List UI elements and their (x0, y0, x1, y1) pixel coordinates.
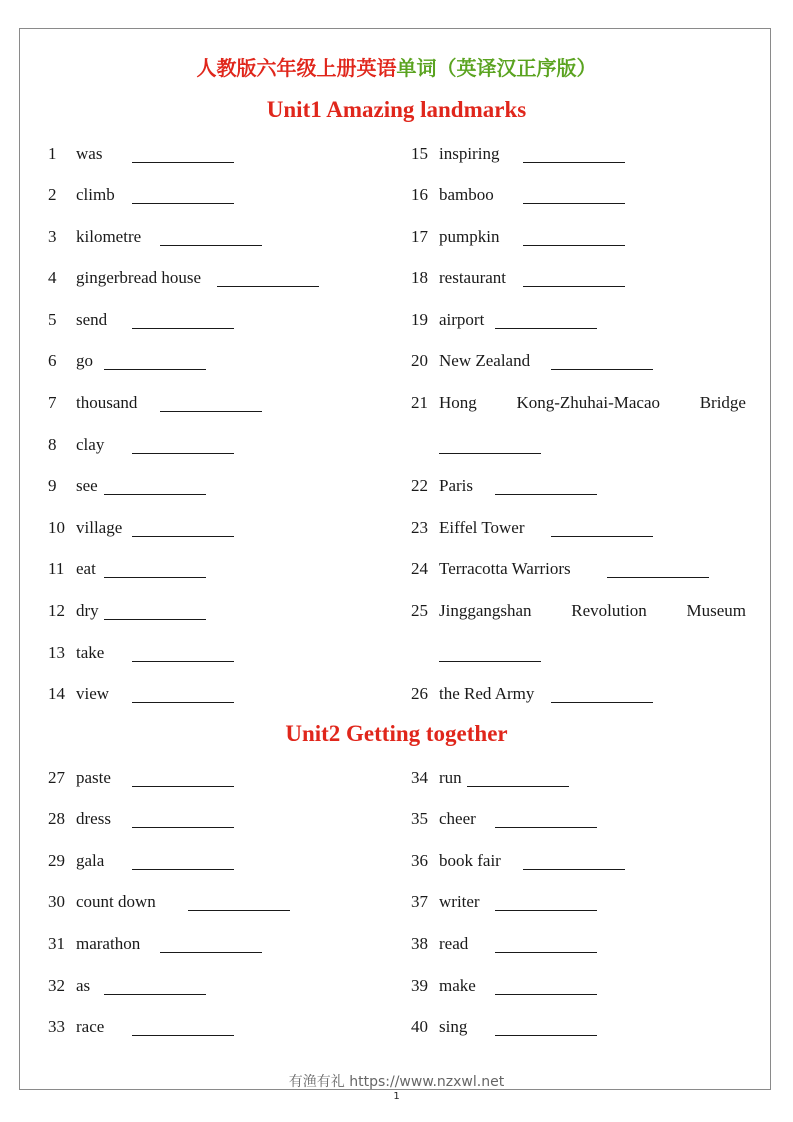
vocab-word: see (76, 476, 98, 495)
item-number: 34 (411, 768, 428, 787)
item-number: 12 (48, 601, 65, 620)
answer-blank[interactable] (132, 661, 234, 662)
item-number: 31 (48, 934, 65, 953)
vocab-word: eat (76, 559, 96, 578)
answer-blank[interactable] (217, 286, 319, 287)
answer-blank[interactable] (495, 1035, 597, 1036)
answer-blank[interactable] (439, 661, 541, 662)
vocab-word: take (76, 643, 105, 662)
page-number: 1 (393, 1091, 400, 1102)
vocab-word: restaurant (439, 268, 507, 287)
item-number: 27 (48, 768, 65, 787)
vocab-word-part: Bridge (699, 393, 746, 412)
answer-blank[interactable] (104, 577, 206, 578)
answer-blank[interactable] (439, 453, 541, 454)
item-number: 3 (48, 227, 57, 246)
item-number: 24 (411, 559, 428, 578)
vocab-word: kilometre (76, 227, 142, 246)
item-number: 33 (48, 1017, 65, 1036)
vocab-word: go (76, 351, 93, 370)
answer-blank[interactable] (160, 245, 262, 246)
item-number: 26 (411, 684, 428, 703)
vocab-word: run (439, 768, 462, 787)
unit2-heading: Unit2 Getting together (285, 721, 508, 746)
item-number: 13 (48, 643, 65, 662)
item-number: 1 (48, 144, 57, 163)
vocab-word (439, 601, 746, 621)
item-number: 32 (48, 976, 65, 995)
item-number: 11 (48, 559, 65, 578)
answer-blank[interactable] (551, 702, 653, 703)
item-number: 7 (48, 393, 57, 412)
answer-blank[interactable] (132, 203, 234, 204)
answer-blank[interactable] (104, 994, 206, 995)
item-number: 8 (48, 435, 57, 454)
item-number: 10 (48, 518, 65, 537)
vocab-word: view (76, 684, 110, 703)
vocab-word: climb (76, 185, 115, 204)
vocab-word: dry (76, 601, 99, 620)
answer-blank[interactable] (495, 910, 597, 911)
title-part-1: 人教版六年级上册英语 (196, 56, 397, 80)
answer-blank[interactable] (495, 827, 597, 828)
item-number: 6 (48, 351, 57, 370)
item-number: 20 (411, 351, 428, 370)
vocab-word: New Zealand (439, 351, 531, 370)
answer-blank[interactable] (132, 786, 234, 787)
vocab-word: gingerbread house (76, 268, 202, 287)
vocab-word-part: Kong-Zhuhai-Macao (516, 393, 660, 412)
answer-blank[interactable] (188, 910, 290, 911)
vocab-word-part: Jinggangshan (439, 601, 532, 620)
answer-blank[interactable] (132, 1035, 234, 1036)
page-border (19, 28, 771, 1090)
answer-blank[interactable] (160, 411, 262, 412)
answer-blank[interactable] (104, 494, 206, 495)
item-number: 25 (411, 601, 428, 620)
answer-blank[interactable] (160, 952, 262, 953)
vocab-word: was (76, 144, 103, 163)
item-number: 23 (411, 518, 428, 537)
vocab-word: village (76, 518, 123, 537)
item-number: 37 (411, 892, 428, 911)
item-number: 28 (48, 809, 65, 828)
item-number: 16 (411, 185, 428, 204)
item-number: 2 (48, 185, 57, 204)
vocab-word-part: Hong (439, 393, 477, 412)
vocab-word: book fair (439, 851, 501, 870)
vocab-word: pumpkin (439, 227, 500, 246)
answer-blank[interactable] (132, 536, 234, 537)
vocab-word: gala (76, 851, 105, 870)
answer-blank[interactable] (495, 328, 597, 329)
answer-blank[interactable] (104, 619, 206, 620)
item-number: 38 (411, 934, 428, 953)
answer-blank[interactable] (551, 369, 653, 370)
answer-blank[interactable] (132, 702, 234, 703)
vocab-word: dress (76, 809, 111, 828)
item-number: 18 (411, 268, 428, 287)
item-number: 17 (411, 227, 428, 246)
item-number: 35 (411, 809, 428, 828)
item-number: 36 (411, 851, 428, 870)
vocab-word-part: Museum (686, 601, 746, 620)
vocab-word: marathon (76, 934, 141, 953)
answer-blank[interactable] (132, 162, 234, 163)
item-number: 4 (48, 268, 57, 287)
answer-blank[interactable] (523, 245, 625, 246)
vocab-word: read (439, 934, 469, 953)
item-number: 22 (411, 476, 428, 495)
vocab-word: paste (76, 768, 111, 787)
vocab-word: airport (439, 310, 485, 329)
answer-blank[interactable] (523, 162, 625, 163)
answer-blank[interactable] (523, 869, 625, 870)
item-number: 19 (411, 310, 428, 329)
vocab-word: cheer (439, 809, 476, 828)
item-number: 5 (48, 310, 57, 329)
vocab-word: Paris (439, 476, 473, 495)
answer-blank[interactable] (495, 494, 597, 495)
item-number: 21 (411, 393, 428, 412)
item-number: 15 (411, 144, 428, 163)
vocab-word: clay (76, 435, 105, 454)
vocab-word: sing (439, 1017, 468, 1036)
answer-blank[interactable] (495, 994, 597, 995)
vocab-word: thousand (76, 393, 138, 412)
answer-blank[interactable] (132, 453, 234, 454)
vocab-word: as (76, 976, 91, 995)
vocab-word: writer (439, 892, 480, 911)
page-title (0, 52, 793, 81)
item-number: 30 (48, 892, 65, 911)
vocab-word: count down (76, 892, 156, 911)
answer-blank[interactable] (467, 786, 569, 787)
vocab-word: send (76, 310, 108, 329)
vocab-word: Eiffel Tower (439, 518, 525, 537)
vocab-word (439, 393, 746, 413)
item-number: 9 (48, 476, 57, 495)
item-number: 14 (48, 684, 65, 703)
answer-blank[interactable] (132, 869, 234, 870)
answer-blank[interactable] (523, 203, 625, 204)
answer-blank[interactable] (523, 286, 625, 287)
vocab-word-part: Revolution (571, 601, 647, 620)
title-part-2: 单词（英译汉正序版） (396, 56, 597, 80)
vocab-word: inspiring (439, 144, 500, 163)
footer-watermark: 有渔有礼 https://www.nzxwl.net (288, 1074, 505, 1090)
unit1-heading: Unit1 Amazing landmarks (266, 97, 527, 122)
answer-blank[interactable] (132, 827, 234, 828)
answer-blank[interactable] (607, 577, 709, 578)
item-number: 29 (48, 851, 65, 870)
vocab-word: race (76, 1017, 105, 1036)
answer-blank[interactable] (132, 328, 234, 329)
vocab-word: make (439, 976, 476, 995)
vocab-word: bamboo (439, 185, 494, 204)
item-number: 39 (411, 976, 428, 995)
vocab-word: the Red Army (439, 684, 535, 703)
answer-blank[interactable] (495, 952, 597, 953)
answer-blank[interactable] (551, 536, 653, 537)
answer-blank[interactable] (104, 369, 206, 370)
vocab-word: Terracotta Warriors (439, 559, 571, 578)
item-number: 40 (411, 1017, 428, 1036)
